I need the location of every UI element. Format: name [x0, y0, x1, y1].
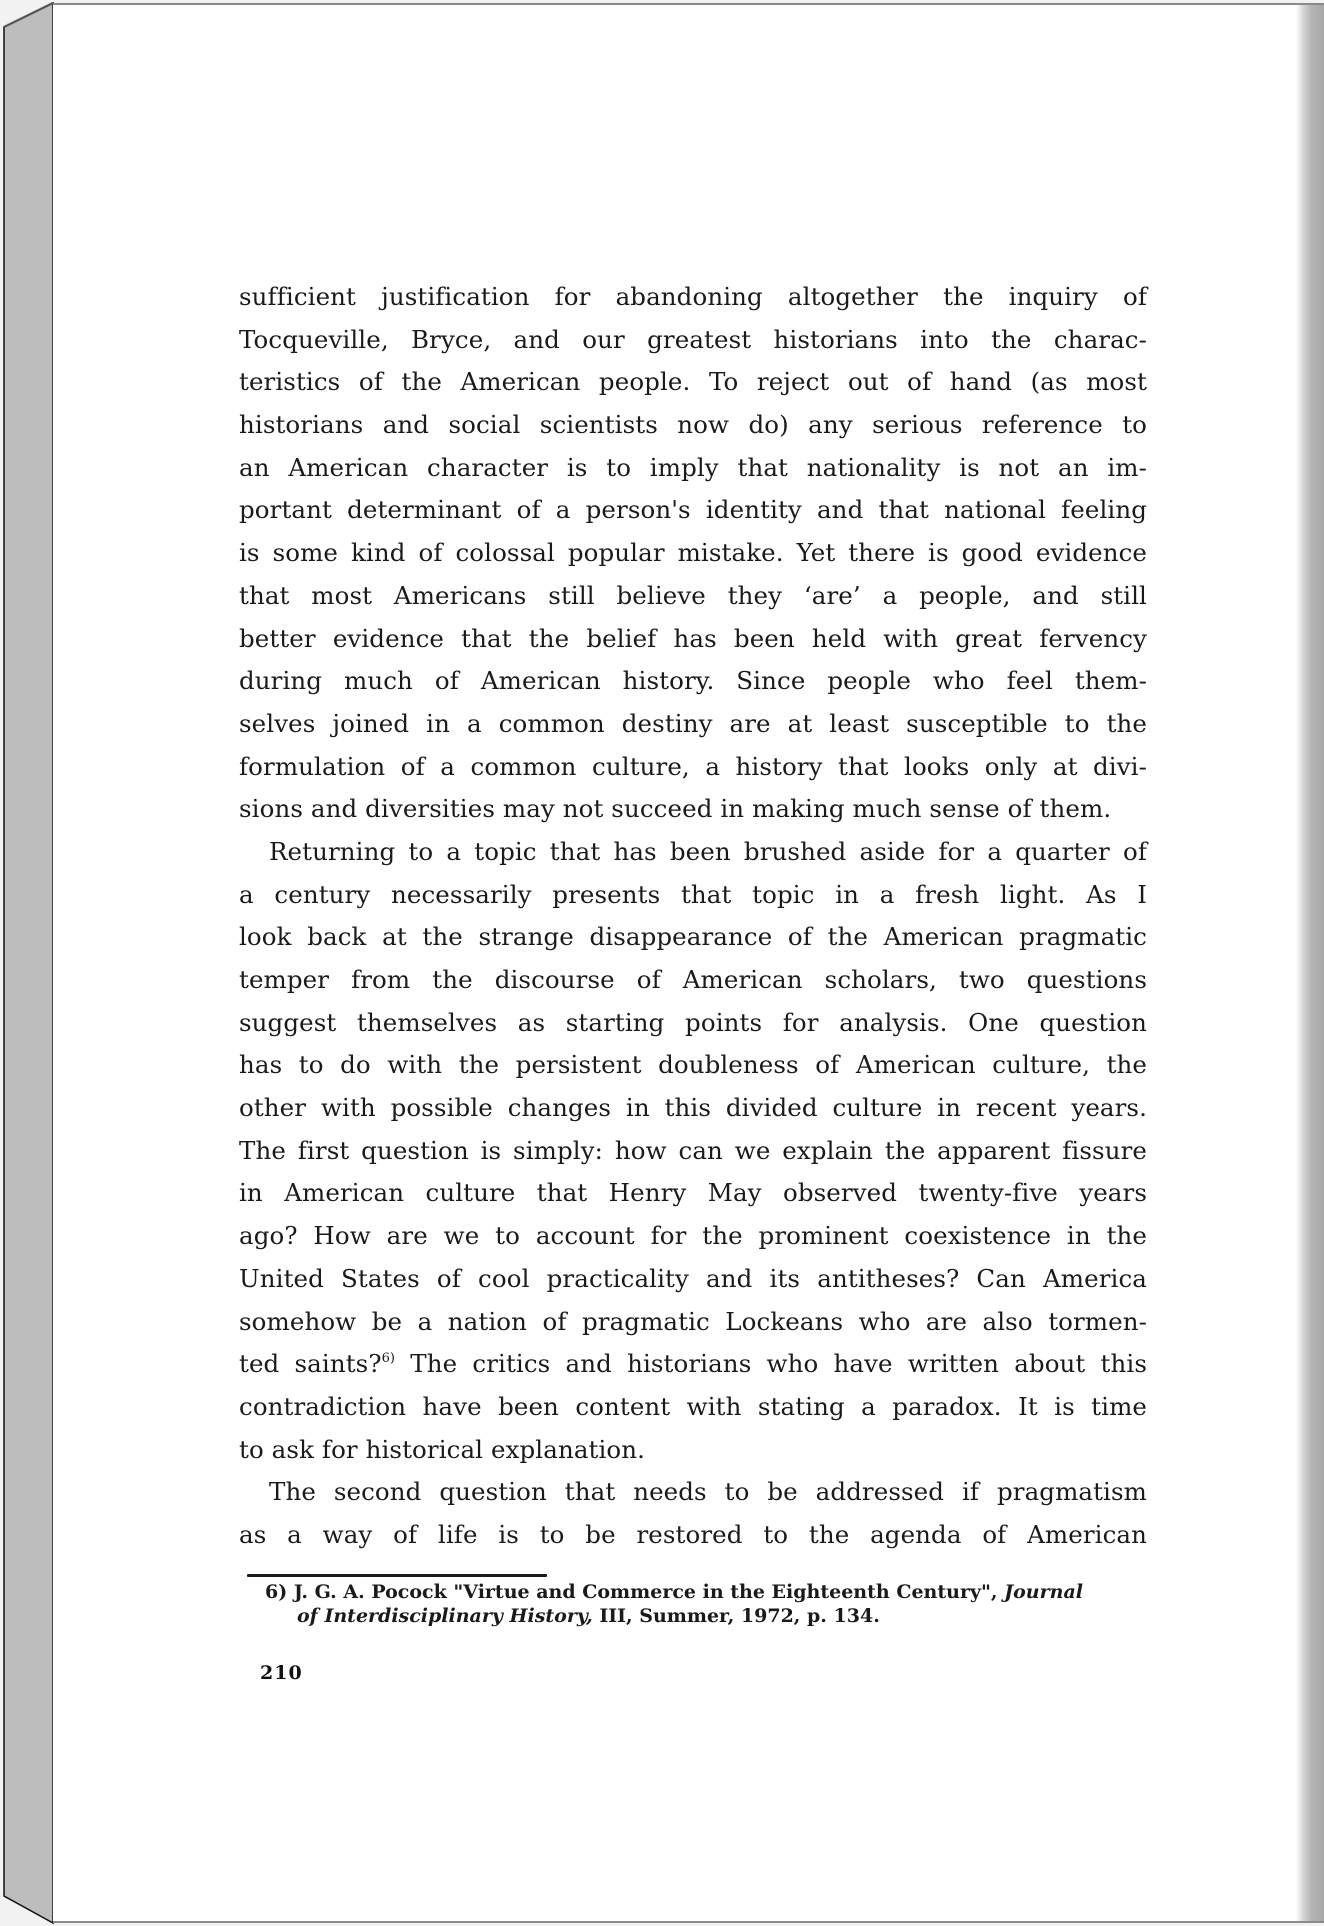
text-line: that most Americans still believe they ‘are’ a people, and still — [239, 580, 1147, 610]
footnote-line — [265, 1580, 1147, 1604]
text-line: The first question is simply: how can we explain the apparent fissure — [239, 1135, 1147, 1165]
text-line: in American culture that Henry May observed twenty-five years — [239, 1178, 1147, 1208]
footnote-author: J. G. A. Pocock — [293, 1581, 447, 1603]
text-line: sions and diversities may not succeed in making much sense of them. — [239, 794, 1112, 824]
text-line: somehow be a nation of pragmatic Lockeans who are also tormen- — [239, 1306, 1147, 1336]
body-text — [239, 276, 1147, 1557]
text-line: a century necessarily presents that topic in a fresh light. As I — [239, 879, 1147, 909]
text-line: to ask for historical explanation. — [239, 1434, 646, 1464]
text-line: an American character is to imply that nationality is not an im- — [239, 452, 1147, 482]
book-spine-edge — [0, 0, 56, 1926]
footnote-journal: of Interdisciplinary History, — [297, 1605, 593, 1627]
text-segment: ted saints? — [239, 1349, 382, 1379]
text-line: sufficient justification for abandoning altogether the inquiry of — [239, 282, 1147, 311]
text-line: during much of American history. Since people who feel them- — [239, 666, 1147, 696]
text-line: Tocqueville, Bryce, and our greatest historians into the charac- — [239, 324, 1147, 354]
footnote-reference[interactable]: 6) — [381, 1351, 396, 1367]
text-line: is some kind of colossal popular mistake. Yet there is good evidence — [239, 538, 1147, 568]
text-line: teristics of the American people. To reject out of hand (as most — [239, 367, 1147, 397]
text-line: United States of cool practicality and its antitheses? Can America — [239, 1263, 1147, 1293]
footnote-title: "Virtue and Commerce in the Eighteenth Century", — [453, 1581, 998, 1603]
footnote-separator — [247, 1574, 547, 1577]
footnote-journal: Journal — [1004, 1581, 1083, 1603]
text-line: ago? How are we to account for the prominent coexistence in the — [239, 1221, 1147, 1251]
text-line: portant determinant of a person's identity and that national feeling — [239, 495, 1147, 525]
text-line: suggest themselves as starting points for analysis. One question — [239, 1007, 1147, 1037]
text-line: as a way of life is to be restored to the agenda of American — [239, 1519, 1147, 1549]
text-line: look back at the strange disappearance of the American pragmatic — [239, 922, 1147, 952]
text-line: historians and social scientists now do) any serious reference to — [239, 410, 1147, 440]
text-line: selves joined in a common destiny are at least susceptible to the — [239, 708, 1147, 738]
text-line: temper from the discourse of American scholars, two questions — [239, 965, 1147, 994]
footnote-line — [265, 1604, 1147, 1628]
text-line: formulation of a common culture, a history that looks only at divi- — [239, 751, 1147, 781]
text-segment: The critics and historians who have written about this — [395, 1349, 1147, 1379]
text-line: contradiction have been content with stating a paradox. It is time — [239, 1391, 1147, 1421]
text-line: has to do with the persistent doubleness of American culture, the — [239, 1050, 1147, 1080]
footnote — [265, 1580, 1147, 1628]
page-number: 210 — [260, 1662, 303, 1684]
page-edge-shadow — [1296, 3, 1324, 1923]
text-line: The second question that needs to be addressed if pragmatism — [269, 1477, 1147, 1507]
text-line-with-footnote-ref — [239, 1343, 1147, 1386]
text-line: better evidence that the belief has been held with great fervency — [239, 623, 1147, 653]
footnote-details: III, Summer, 1972, p. 134. — [599, 1605, 880, 1627]
text-line: Returning to a topic that has been brushed aside for a quarter of — [269, 836, 1147, 866]
text-line: other with possible changes in this divided culture in recent years. — [239, 1093, 1147, 1123]
footnote-number: 6) — [265, 1581, 288, 1603]
